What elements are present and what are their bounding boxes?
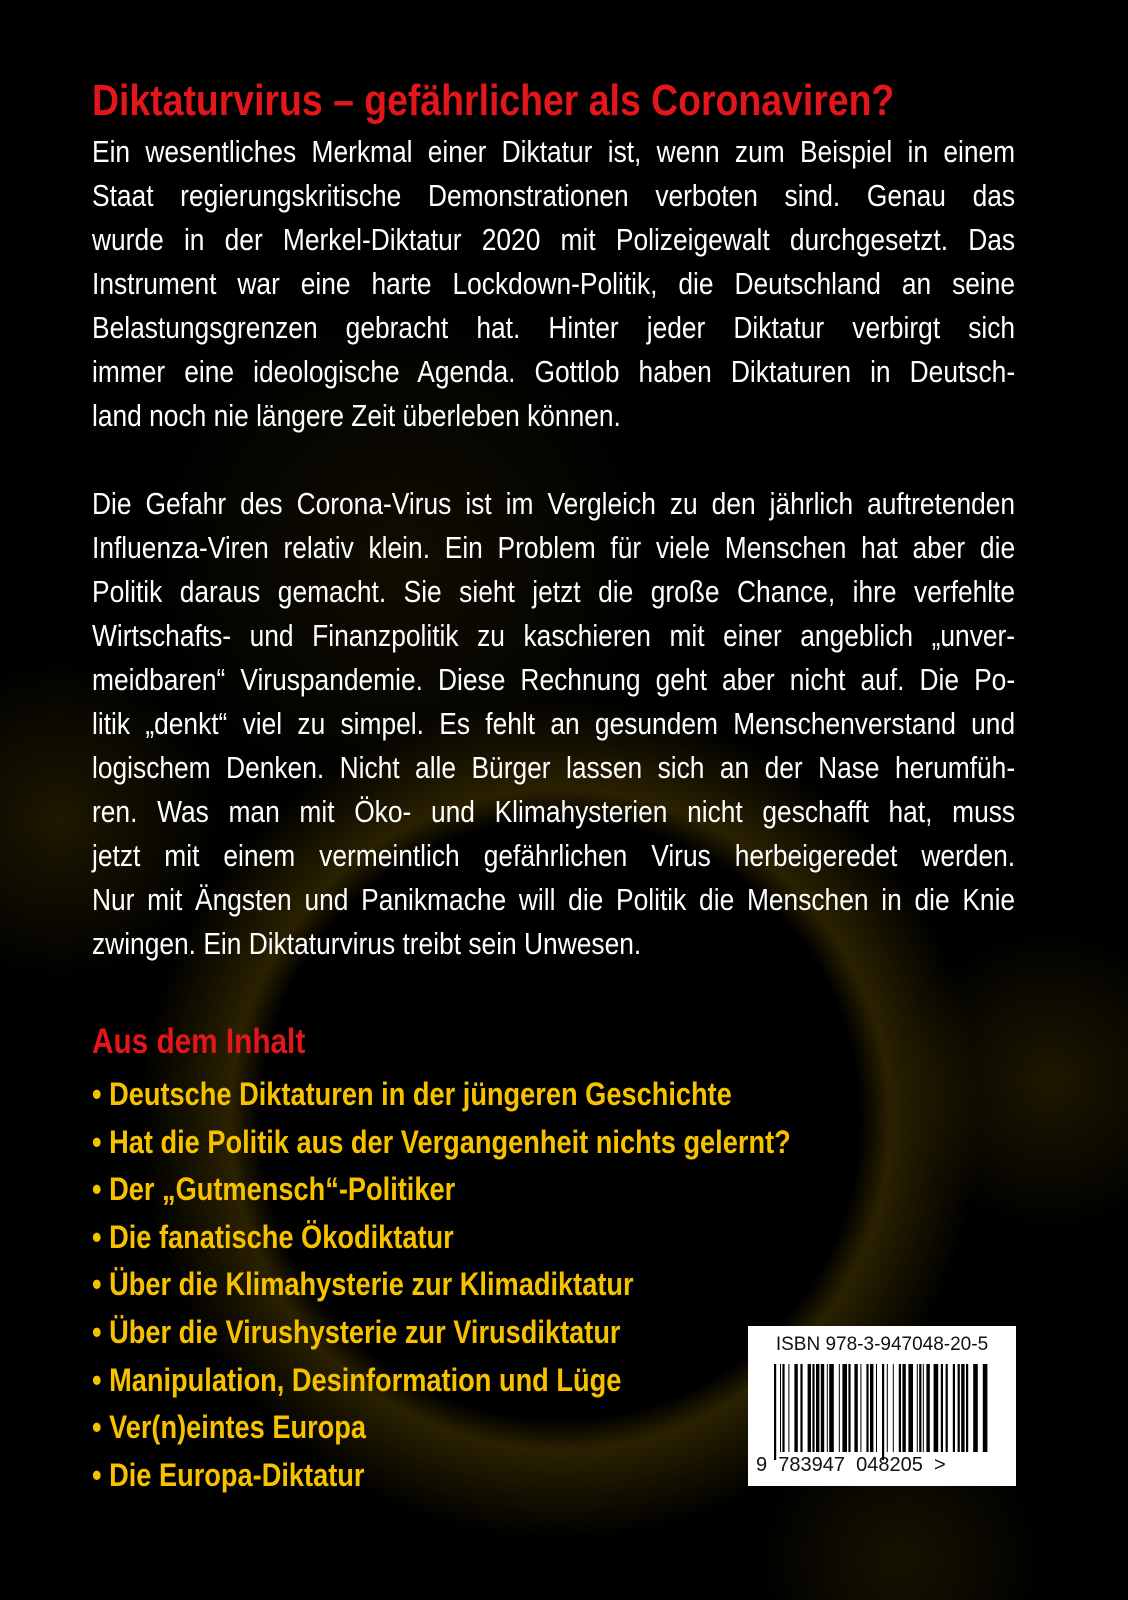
barcode-bar <box>946 1364 948 1452</box>
barcode-bar <box>800 1364 802 1452</box>
text-line: jetzt mit einem vermeintlich gefährlichen Virus herbeigeredet werden. <box>92 838 1016 873</box>
text-line: Die Gefahr des Corona-Virus ist im Vergleich zu den jährlich auftretenden <box>92 486 1016 521</box>
barcode-bar <box>827 1364 828 1452</box>
barcode-bar <box>899 1364 901 1452</box>
barcode-bar <box>876 1364 877 1452</box>
text-line: Wirtschafts- und Finanzpolitik zu kaschieren mit einer angeblich „unver- <box>92 618 1016 653</box>
barcode-bar <box>926 1364 929 1452</box>
barcode-bar <box>870 1364 873 1452</box>
text-line: Nur mit Ängsten und Panikmache will die Politik die Menschen in die Knie <box>92 882 1016 917</box>
barcode-bar <box>917 1364 918 1452</box>
contents-item: • Über die Klimahysterie zur Klimadiktatur <box>92 1266 634 1303</box>
text-line: zwingen. Ein Diktaturvirus treibt sein Unwesen. <box>92 926 642 961</box>
paragraph-1 <box>92 130 1015 438</box>
isbn-label: ISBN 978-3-947048-20-5 <box>775 1334 989 1355</box>
isbn-barcode <box>748 1326 1016 1486</box>
text-line: land noch nie längere Zeit überleben können. <box>92 398 621 433</box>
barcode-bar <box>919 1364 921 1452</box>
contents-item: • Deutsche Diktaturen in der jüngeren Geschichte <box>92 1076 732 1112</box>
barcode-bar <box>887 1364 888 1452</box>
text-line: litik „denkt“ viel zu simpel. Es fehlt an gesundem Menschenverstand und <box>92 706 1016 741</box>
barcode-bar <box>882 1364 884 1460</box>
barcode-bar <box>812 1364 814 1452</box>
barcode-bar <box>854 1364 857 1452</box>
contents-list <box>92 1072 791 1500</box>
text-line: Instrument war eine harte Lockdown-Politik, die Deutschland an seine <box>92 266 1016 301</box>
contents-item: • Über die Virushysterie zur Virusdiktatur <box>92 1313 621 1350</box>
barcode-bar <box>774 1364 776 1460</box>
barcode-bar <box>780 1364 781 1452</box>
barcode-bar <box>788 1364 789 1452</box>
text-line: Staat regierungskritische Demonstrationen verboten sind. Genau das <box>92 178 1016 213</box>
text-line: Politik daraus gemacht. Sie sieht jetzt die große Chance, ihre verfehlte <box>92 574 1016 609</box>
text-line: Belastungsgrenzen gebracht hat. Hinter jeder Diktatur verbirgt sich <box>92 310 1016 345</box>
barcode-bar <box>821 1364 824 1452</box>
text-line: logischem Denken. Nicht alle Bürger lassen sich an der Nase herumfüh- <box>92 750 1016 785</box>
contents-item: • Ver(n)eintes Europa <box>92 1409 367 1446</box>
text-line: wurde in der Merkel-Diktatur 2020 mit Polizeigewalt durchgesetzt. Das <box>92 222 1016 257</box>
barcode-bar <box>983 1364 988 1452</box>
barcode-bar <box>908 1364 913 1452</box>
barcode-bar <box>839 1364 840 1452</box>
barcode-bar <box>893 1364 894 1452</box>
barcode-bar <box>966 1364 968 1452</box>
barcode-bar <box>866 1364 868 1452</box>
barcode-bar <box>973 1364 978 1452</box>
barcode-bar <box>860 1364 861 1452</box>
barcode-bar <box>934 1364 939 1452</box>
barcode-bar <box>816 1364 819 1452</box>
contents-item: • Hat die Politik aus der Vergangenheit nichts gelernt? <box>92 1123 791 1160</box>
barcode-bar <box>953 1364 955 1452</box>
barcode-bar <box>923 1364 924 1452</box>
barcode-bar <box>782 1364 784 1452</box>
barcode-bar <box>941 1364 943 1452</box>
contents-item: • Die Europa-Diktatur <box>92 1456 365 1493</box>
barcode-bar <box>794 1364 797 1452</box>
text-line: meidbaren“ Viruspandemie. Diese Rechnung geht aber nicht auf. Die Po- <box>92 662 1016 697</box>
cover-title: Diktaturvirus – gefährlicher als Coronaviren? <box>92 76 895 125</box>
barcode-bar <box>958 1364 960 1452</box>
barcode-bar <box>829 1364 834 1452</box>
barcode-bar <box>842 1364 847 1452</box>
barcode-bar <box>848 1364 850 1452</box>
contents-item: • Manipulation, Desinformation und Lüge <box>92 1361 622 1398</box>
barcode-bar <box>808 1364 811 1452</box>
paragraph-2 <box>92 482 1015 966</box>
contents-item: • Die fanatische Ökodiktatur <box>92 1218 454 1255</box>
barcode-bar <box>961 1364 964 1452</box>
text-line: Influenza-Viren relativ klein. Ein Problem für viele Menschen hat aber die <box>92 530 1016 565</box>
barcode-digits: 9 783947 048205 > <box>756 1454 946 1476</box>
contents-item: • Der „Gutmensch“-Politiker <box>92 1171 456 1208</box>
text-line: Ein wesentliches Merkmal einer Diktatur ist, wenn zum Beispiel in einem <box>92 134 1016 169</box>
text-line: ren. Was man mit Öko- und Klimahysterien nicht geschafft hat, muss <box>92 794 1016 829</box>
barcode-bars <box>774 1364 994 1460</box>
barcode-bar <box>902 1364 905 1452</box>
text-line: immer eine ideologische Agenda. Gottlob haben Diktaturen in Deutsch- <box>92 354 1016 389</box>
contents-heading: Aus dem Inhalt <box>92 1022 306 1061</box>
